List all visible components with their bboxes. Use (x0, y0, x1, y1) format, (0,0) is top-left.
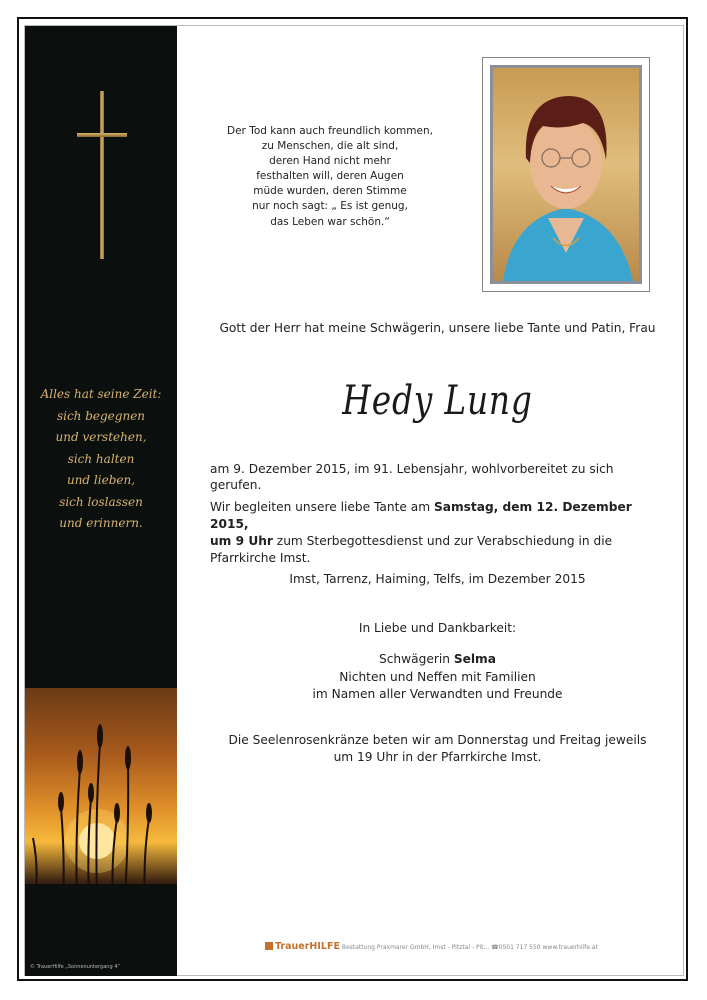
cross-icon (100, 91, 104, 259)
brand-name: TrauerHILFE (275, 941, 340, 952)
signer-name: Selma (453, 652, 496, 666)
signers (210, 651, 665, 704)
intro-text: Gott der Herr hat meine Schwägerin, unsere liebe Tante und Patin, Frau (219, 321, 656, 335)
footer-text: Bestattung Praxmarer GmbH, Imst - Pitztal - Pit... ☎0501 717 550 www.trauerhilfe.at (341, 944, 598, 951)
quote-line: zu Menschen, die alt sind, (261, 140, 399, 153)
rosary-line: Die Seelenrosenkränze beten wir am Donnerstag und Freitag jeweils (228, 733, 647, 747)
quote-line: nur noch sagt: „ Es ist genug, (252, 200, 408, 213)
quote-line: müde wurden, deren Stimme (253, 185, 407, 198)
signer-line: im Namen aller Verwandten und Freunde (312, 687, 563, 701)
death-notice: am 9. Dezember 2015, im 91. Lebensjahr, wohlvorbereitet zu sich gerufen. (210, 462, 614, 492)
signer-line (210, 651, 665, 669)
side-poem-line: sich halten (67, 451, 135, 466)
quote (210, 124, 450, 230)
cross-icon-bar (77, 133, 127, 137)
place-date: Imst, Tarrenz, Haiming, Telfs, im Dezember 2015 (289, 572, 586, 586)
rosary-line: um 19 Uhr in der Pfarrkirche Imst. (333, 749, 542, 764)
brand-logo-icon (265, 942, 273, 950)
image-credit: © TrauerHilfe „Sonnenuntergang 4“ (30, 964, 120, 970)
side-poem-line: sich begegnen (56, 408, 146, 423)
side-poem-line: Alles hat seine Zeit: (40, 387, 162, 401)
quote-line: Der Tod kann auch freundlich kommen, (227, 125, 433, 137)
funeral-date: Samstag, dem 12. Dezember 2015, (210, 500, 632, 531)
sunset-image (25, 688, 177, 908)
portrait-photo (490, 65, 642, 284)
quote-line: deren Hand nicht mehr (269, 155, 391, 168)
rosary-notice (210, 732, 665, 765)
quote-line: festhalten will, deren Augen (256, 170, 404, 183)
funeral-text: zum Sterbegottesdienst und zur Verabschiedung in die Pfarrkirche Imst. (210, 534, 613, 565)
side-poem-line: und lieben, (66, 473, 136, 487)
deceased-name: Hedy Lung (342, 378, 533, 424)
sidebar (25, 26, 177, 976)
signer-prefix: Schwägerin (379, 652, 454, 666)
side-poem-line: und erinnern. (59, 516, 143, 530)
funeral-time: um 9 Uhr (210, 534, 273, 548)
portrait-frame (482, 57, 650, 292)
funeral-notice (210, 499, 665, 567)
side-poem (25, 384, 177, 535)
side-poem-line: und verstehen, (55, 430, 147, 444)
funeral-text: Wir begleiten unsere liebe Tante am (210, 500, 434, 514)
thanks-line: In Liebe und Dankbarkeit: (358, 621, 517, 635)
footer (265, 941, 598, 952)
side-poem-line: sich loslassen (59, 494, 143, 509)
signer-line: Nichten und Neffen mit Familien (339, 669, 536, 684)
quote-line: das Leben war schön.“ (270, 215, 390, 228)
